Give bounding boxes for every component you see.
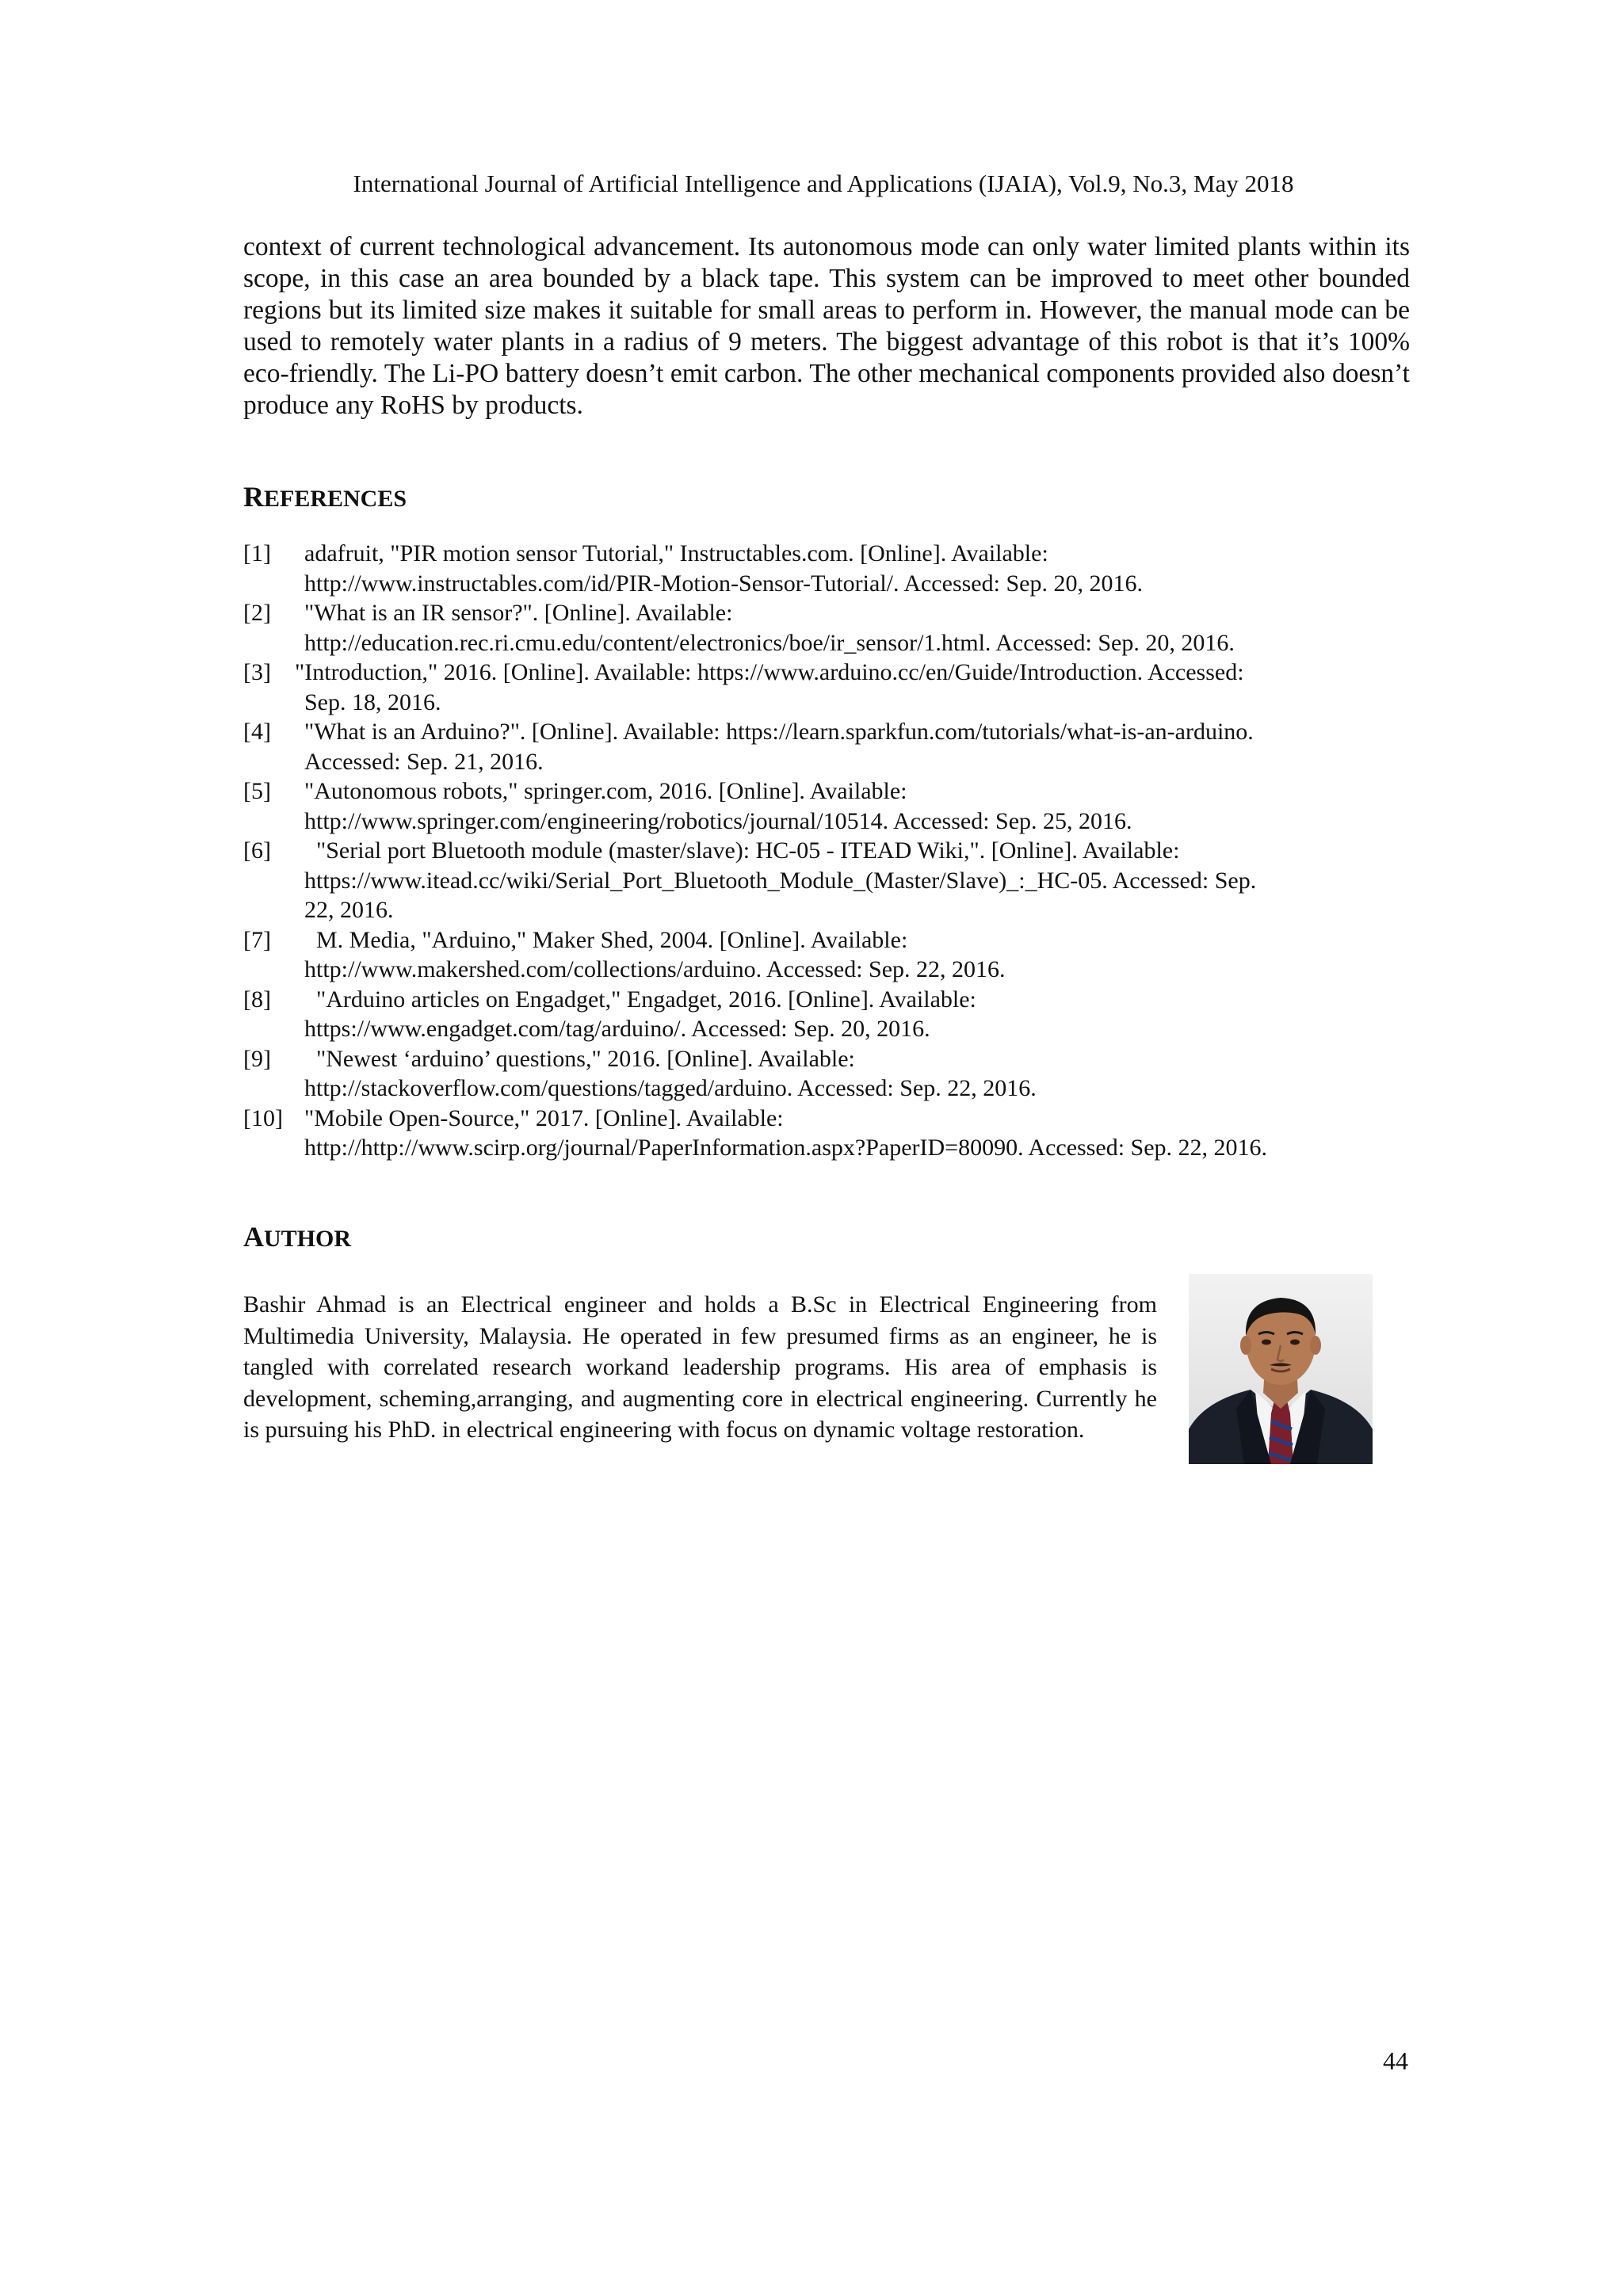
reference-text: "Introduction," 2016. [Online]. Available: https://www.arduino.cc/en/Guide/Introduction. Accessed: bbox=[295, 659, 1244, 685]
reference-number: [8] bbox=[243, 986, 271, 1013]
reference-number: [5] bbox=[243, 778, 271, 804]
reference-item bbox=[243, 598, 1432, 658]
page-number: 44 bbox=[1383, 2046, 1408, 2075]
reference-date: 22, 2016. bbox=[304, 897, 394, 923]
reference-number: [1] bbox=[243, 540, 271, 566]
author-photo bbox=[1189, 1274, 1373, 1464]
author-heading bbox=[243, 1221, 351, 1255]
reference-item bbox=[243, 658, 1432, 717]
reference-item bbox=[243, 1044, 1432, 1104]
reference-number: [10] bbox=[243, 1104, 283, 1131]
reference-text: "What is an IR sensor?". [Online]. Available: bbox=[304, 600, 733, 626]
reference-item bbox=[243, 985, 1432, 1044]
reference-date: Accessed: Sep. 21, 2016. bbox=[304, 748, 544, 775]
reference-url: http://stackoverflow.com/questions/tagged/arduino. Accessed: Sep. 22, 2016. bbox=[304, 1075, 1037, 1101]
reference-url: http://www.makershed.com/collections/arduino. Accessed: Sep. 22, 2016. bbox=[304, 956, 1006, 982]
reference-text: "Serial port Bluetooth module (master/slave): HC-05 - ITEAD Wiki,". [Online]. Available: bbox=[316, 837, 1180, 864]
reference-item bbox=[243, 925, 1432, 985]
reference-item bbox=[243, 717, 1432, 776]
reference-item bbox=[243, 776, 1432, 836]
author-heading-initial: A bbox=[243, 1221, 264, 1253]
closing-paragraph: context of current technological advancement. Its autonomous mode can only water limited plants within its scope, in this case an area bounded by a black tape. This system can be improved to meet other bounded regions but its limited size makes it suitable for small areas to perform in. However, the manual mode can be used to remotely water plants in a radius of 9 meters. The biggest advantage of this robot is that it’s 100% eco-friendly. The Li-PO battery doesn’t emit carbon. The other mechanical components provided also doesn’t produce any RoHS by products. bbox=[243, 232, 1410, 420]
reference-text: adafruit, "PIR motion sensor Tutorial," Instructables.com. [Online]. Available: bbox=[304, 540, 1048, 566]
reference-number: [2] bbox=[243, 600, 271, 626]
running-header: International Journal of Artificial Intelligence and Applications (IJAIA), Vol.9, No.3, May 2018 bbox=[353, 170, 1294, 197]
references-heading-rest: EFERENCES bbox=[264, 486, 407, 512]
reference-number: [4] bbox=[243, 719, 271, 745]
reference-text: "Arduino articles on Engadget," Engadget, 2016. [Online]. Available: bbox=[316, 986, 976, 1013]
reference-text: "Autonomous robots," springer.com, 2016. [Online]. Available: bbox=[304, 778, 907, 804]
references-heading bbox=[243, 481, 407, 515]
reference-url: http://www.springer.com/engineering/robotics/journal/10514. Accessed: Sep. 25, 2016. bbox=[304, 807, 1132, 834]
reference-url: https://www.itead.cc/wiki/Serial_Port_Bluetooth_Module_(Master/Slave)_:_HC-05. Accessed: Sep. bbox=[304, 867, 1257, 894]
reference-date: Sep. 18, 2016. bbox=[304, 688, 441, 715]
reference-number: [9] bbox=[243, 1045, 271, 1072]
reference-text: "Mobile Open-Source," 2017. [Online]. Available: bbox=[304, 1104, 784, 1131]
reference-url: http://education.rec.ri.cmu.edu/content/electronics/boe/ir_sensor/1.html. Accessed: Sep. 20, 2016. bbox=[304, 629, 1235, 656]
reference-text: "What is an Arduino?". [Online]. Available: https://learn.sparkfun.com/tutorials/what-is-an-arduino. bbox=[304, 719, 1254, 745]
author-bio: Bashir Ahmad is an Electrical engineer and holds a B.Sc in Electrical Engineering from Multimedia University, Malaysia. He operated in few presumed firms as an engineer, he is tangled with correlated research workand leadership programs. His area of emphasis is development, scheming,arranging, and augmenting core in electrical engineering. Currently he is pursuing his PhD. in electrical engineering with focus on dynamic voltage restoration. bbox=[243, 1291, 1157, 1443]
reference-url: http://http://www.scirp.org/journal/PaperInformation.aspx?PaperID=80090. Accessed: Sep. 22, 2016. bbox=[304, 1135, 1268, 1161]
reference-item bbox=[243, 836, 1432, 925]
reference-number: [7] bbox=[243, 926, 271, 953]
reference-item bbox=[243, 539, 1432, 598]
author-portrait-icon bbox=[1189, 1274, 1373, 1464]
reference-item bbox=[243, 1104, 1432, 1163]
reference-number: [3] bbox=[243, 659, 271, 685]
reference-text: M. Media, "Arduino," Maker Shed, 2004. [Online]. Available: bbox=[316, 926, 908, 953]
references-heading-initial: R bbox=[243, 481, 264, 513]
reference-number: [6] bbox=[243, 837, 271, 864]
author-heading-rest: UTHOR bbox=[264, 1226, 352, 1252]
reference-url: http://www.instructables.com/id/PIR-Motion-Sensor-Tutorial/. Accessed: Sep. 20, 2016. bbox=[304, 570, 1143, 597]
reference-list bbox=[243, 539, 1432, 1163]
reference-url: https://www.engadget.com/tag/arduino/. Accessed: Sep. 20, 2016. bbox=[304, 1016, 930, 1042]
reference-text: "Newest ‘arduino’ questions," 2016. [Online]. Available: bbox=[316, 1045, 855, 1072]
